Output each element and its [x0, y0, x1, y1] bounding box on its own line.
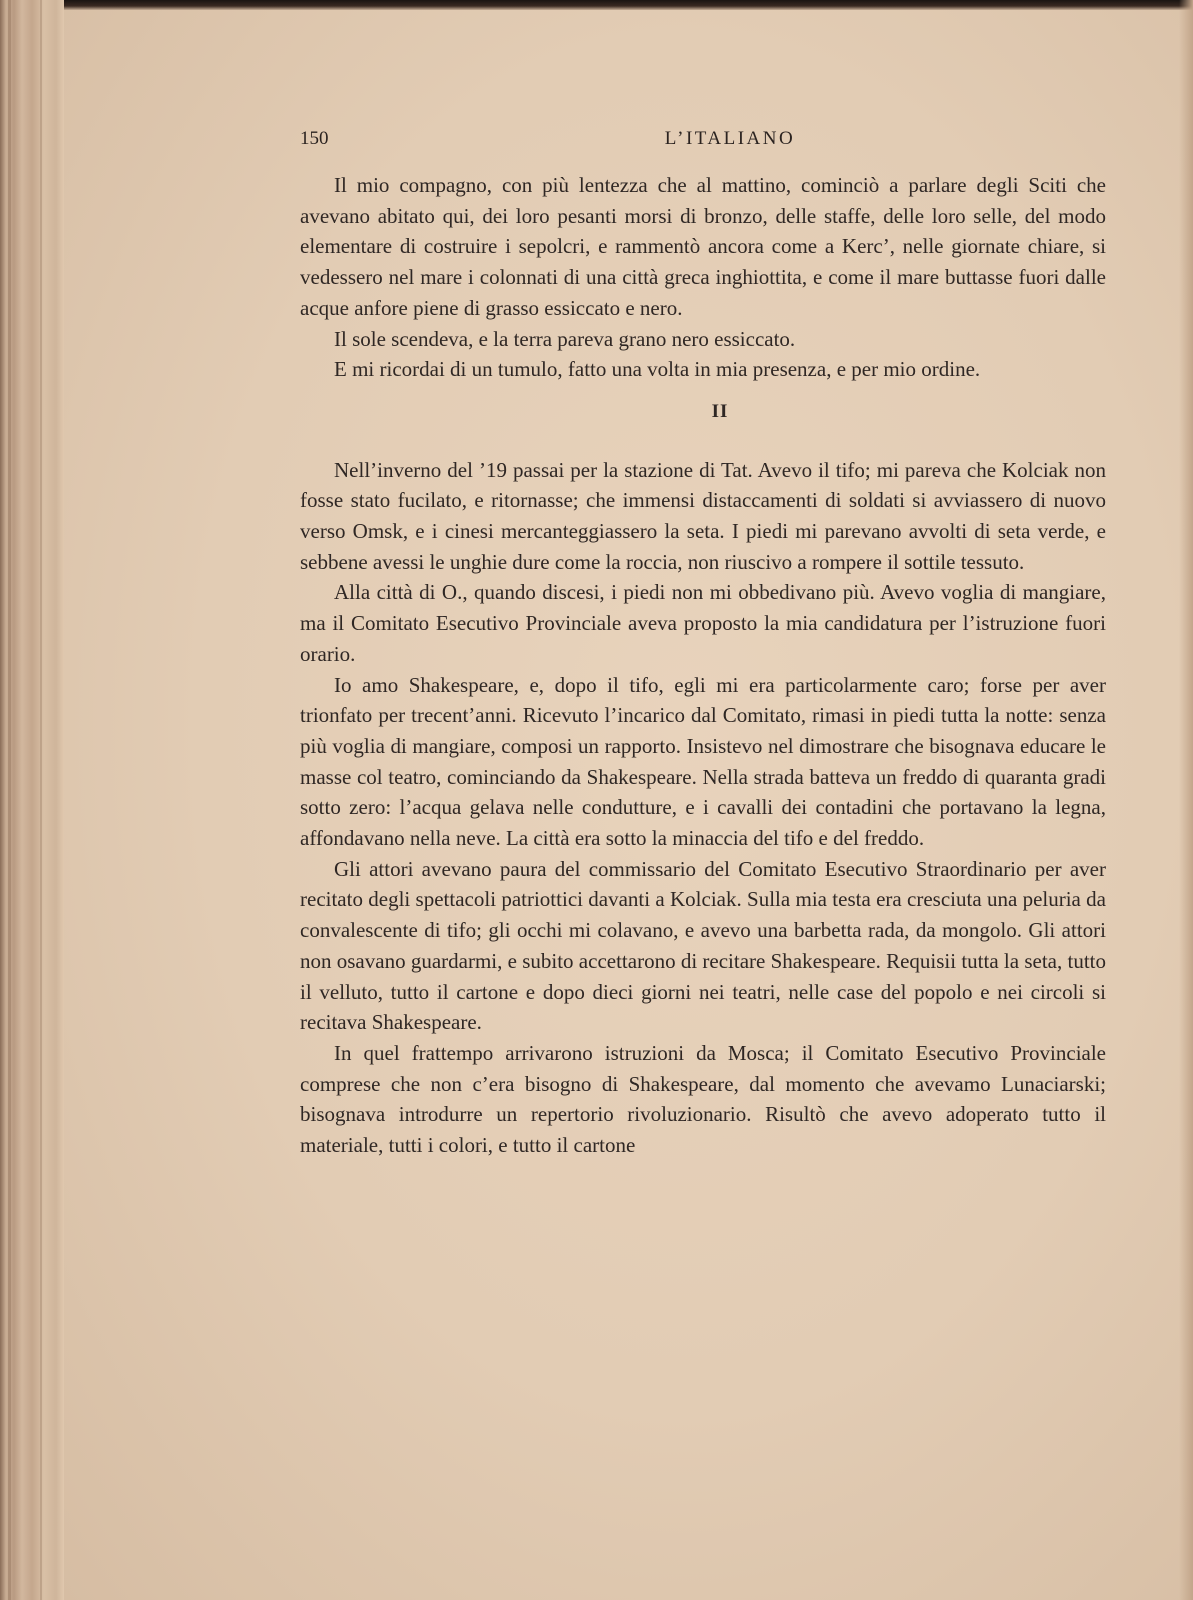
- paragraph: Nell’inverno del ’19 passai per la stazione di Tat. Avevo il tifo; mi pareva che Kolciak non fosse stato fucilato, e ritornasse; che immensi distaccamenti di soldati si avviassero di nuovo verso Omsk, e i cinesi mercanteggiassero la seta. I piedi mi parevano avvolti di seta verde, e sebbene avessi le unghie dure come la roccia, non riuscivo a rompere il sottile tessuto.: [300, 457, 1106, 574]
- body-text: [300, 170, 1106, 1161]
- page-stack-edge: [0, 0, 64, 1600]
- paragraph: E mi ricordai di un tumulo, fatto una volta in mia presenza, e per mio ordine.: [334, 357, 981, 382]
- page-right-edge: [1179, 0, 1193, 1600]
- section-numeral: II: [711, 400, 729, 422]
- paragraph: Il mio compagno, con più lentezza che al mattino, cominciò a parlare degli Sciti che avevano abitato qui, dei loro pesanti morsi di bronzo, delle staffe, delle loro selle, del modo elementare di costruire i sepolcri, e rammentò ancora come a Kerc’, nelle giornate chiare, si vedessero nel mare i colonnati di una città greca inghiottita, e come il mare buttasse fuori dalle acque anfore piene di grasso essiccato e nero.: [300, 173, 1106, 320]
- paragraph: Alla città di O., quando discesi, i piedi non mi obbedivano più. Avevo voglia di mangiare, ma il Comitato Esecutivo Provinciale aveva proposto la mia candidatura per l’istruzione fuori orario.: [300, 580, 1106, 666]
- paragraph: Gli attori avevano paura del commissario del Comitato Esecutivo Straordinario per aver recitato degli spettacoli patriottici davanti a Kolciak. Sulla mia testa era cresciuta una peluria da convalescente di tifo; gli occhi mi colavano, e avevo una barbetta rada, da mongolo. Gli attori non osavano guardarmi, e subito accettarono di recitare Shakespeare. Requisii tutta la seta, tutto il velluto, tutto il cartone e dopo dieci giorni nei teatri, nelle case del popolo e nei circoli si recitava Shakespeare.: [300, 856, 1106, 1035]
- paragraph: Il sole scendeva, e la terra pareva grano nero essiccato.: [334, 326, 796, 351]
- page-header: [300, 128, 1100, 158]
- scan-top-shadow: [0, 0, 1193, 10]
- paragraph: In quel frattempo arrivarono istruzioni da Mosca; il Comitato Esecutivo Provinciale comprese che non c’era bisogno di Shakespeare, dal momento che avevamo Lunaciarski; bisognava introdurre un repertorio rivoluzionario. Risultò che avevo adoperato tutto il materiale, tutti i colori, e tutto il cartone: [300, 1040, 1106, 1158]
- page-number: 150: [300, 128, 329, 149]
- paragraph: Io amo Shakespeare, e, dopo il tifo, egli mi era particolarmente caro; forse per aver trionfato per trecent’anni. Ricevuto l’incarico dal Comitato, rimasi in piedi tutta la notte: senza più voglia di mangiare, composi un rapporto. Insistevo nel dimostrare che bisognava educare le masse col teatro, cominciando da Shakespeare. Nella strada batteva un freddo di quaranta gradi sotto zero: l’acqua gelava nelle condutture, e i cavalli dei contadini che portavano la legna, affondavano nella neve. La città era sotto la minaccia del tifo e del freddo.: [300, 672, 1106, 851]
- running-title: L’ITALIANO: [664, 128, 796, 149]
